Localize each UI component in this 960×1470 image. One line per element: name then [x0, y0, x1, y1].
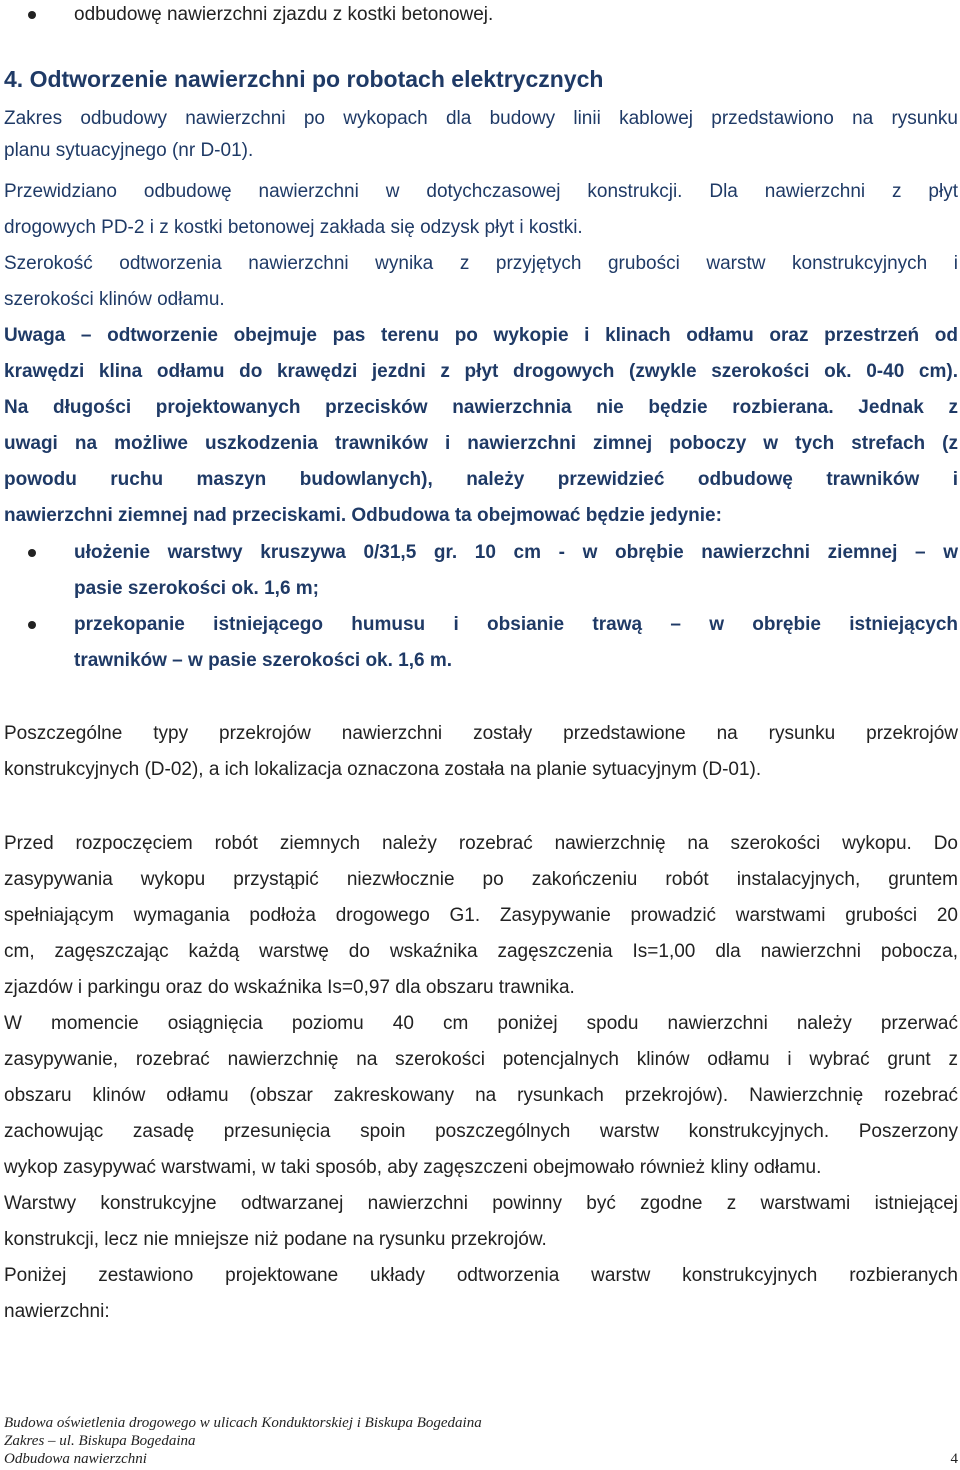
text-line: szerokości klinów odłamu. — [4, 289, 225, 310]
text-line: przekopanie istniejącego humusu i obsianie trawą – w obrębie istniejących — [74, 614, 958, 635]
text-line: Przewidziano odbudowę nawierzchni w dotychczasowej konstrukcji. Dla nawierzchni z płyt — [4, 181, 958, 202]
text-line: Zakres odbudowy nawierzchni po wykopach dla budowy linii kablowej przedstawiono na rysunku — [4, 108, 958, 129]
top-bullet-item — [4, 0, 958, 33]
text-line: Uwaga – odtworzenie obejmuje pas terenu po wykopie i klinach odłamu oraz przestrzeń od — [4, 325, 958, 346]
text-line: Na długości projektowanych przecisków nawierzchnia nie będzie rozbierana. Jednak z — [4, 397, 958, 418]
text-line: W momencie osiągnięcia poziomu 40 cm poniżej spodu nawierzchni należy przerwać — [4, 1013, 958, 1034]
text-line: Poniżej zestawiono projektowane układy odtworzenia warstw konstrukcyjnych rozbieranych — [4, 1265, 958, 1286]
text-line: Przed rozpoczęciem robót ziemnych należy rozebrać nawierzchnię na szerokości wykopu. Do — [4, 833, 958, 854]
text-line: zachowując zasadę przesunięcia spoin poszczególnych warstw konstrukcyjnych. Poszerzony — [4, 1121, 958, 1142]
paragraph-width — [4, 246, 958, 318]
footer-section: Odbudowa nawierzchni — [4, 1451, 147, 1467]
text-line: spełniającym wymagania podłoża drogowego G1. Zasypywanie prowadzić warstwami grubości 20 — [4, 905, 958, 926]
text-line: Szerokość odtworzenia nawierzchni wynika z przyjętych grubości warstw konstrukcyjnych i — [4, 253, 958, 274]
footer-project: Budowa oświetlenia drogowego w ulicach Konduktorskiej i Biskupa Bogedaina — [4, 1415, 482, 1431]
list-item — [4, 535, 958, 607]
paragraph-note — [4, 318, 958, 534]
paragraph-earthworks — [4, 826, 958, 1006]
text-line: cm, zagęszczając każdą warstwę do wskaźnika zagęszczenia Is=1,00 dla nawierzchni pobocza, — [4, 941, 958, 962]
text-line: trawników – w pasie szerokości ok. 1,6 m. — [74, 650, 453, 671]
text-line: nawierzchni ziemnej nad przeciskami. Odbudowa ta obejmować będzie jedynie: — [4, 505, 722, 526]
bullet-icon — [28, 549, 36, 557]
text-line: ułożenie warstwy kruszywa 0/31,5 gr. 10 cm - w obrębie nawierzchni ziemnej – w — [74, 542, 958, 563]
text-line: konstrukcji, lecz nie mniejsze niż podane na rysunku przekrojów. — [4, 1229, 547, 1250]
text-line: planu sytuacyjnego (nr D-01). — [4, 140, 254, 161]
list-item — [4, 607, 958, 679]
text-line: pasie szerokości ok. 1,6 m; — [74, 578, 320, 599]
text-line: wykop zasypywać warstwami, w taki sposób, aby zagęszczeni obejmowało również kliny odłamu. — [4, 1157, 822, 1178]
paragraph-backfill — [4, 1006, 958, 1186]
top-bullet-text: odbudowę nawierzchni zjazdu z kostki betonowej. — [74, 4, 494, 25]
section-heading: 4. Odtworzenie nawierzchni po robotach elektrycznych — [4, 66, 604, 92]
text-line: powodu ruchu maszyn budowlanych), należy przewidzieć odbudowę trawników i — [4, 469, 958, 490]
page-footer — [4, 1414, 958, 1468]
paragraph-summary — [4, 1258, 958, 1330]
text-line: konstrukcyjnych (D-02), a ich lokalizacja oznaczona została na planie sytuacyjnym (D-01). — [4, 759, 762, 780]
footer-scope: Zakres – ul. Biskupa Bogedaina — [4, 1433, 196, 1449]
text-line: obszaru klinów odłamu (obszar zakreskowany na rysunkach przekrojów). Nawierzchnię rozebrać — [4, 1085, 958, 1106]
paragraph-layers — [4, 1186, 958, 1258]
page-number: 4 — [950, 1451, 958, 1467]
paragraph-scope — [4, 101, 958, 169]
bullet-icon — [28, 11, 36, 19]
paragraph-construction — [4, 174, 958, 246]
bullet-list — [4, 535, 958, 679]
text-line: zasypywanie, rozebrać nawierzchnię na szerokości potencjalnych klinów odłamu i wybrać grunt z — [4, 1049, 958, 1070]
text-line: drogowych PD-2 i z kostki betonowej zakłada się odzysk płyt i kostki. — [4, 217, 583, 238]
paragraph-cross-sections — [4, 716, 958, 788]
text-line: krawędzi klina odłamu do krawędzi jezdni z płyt drogowych (zwykle szerokości ok. 0-40 cm). — [4, 361, 958, 382]
text-line: uwagi na możliwe uszkodzenia trawników i nawierzchni zimnej poboczy w tych strefach (z — [4, 433, 958, 454]
text-line: Warstwy konstrukcyjne odtwarzanej nawierzchni powinny być zgodne z warstwami istniejącej — [4, 1193, 958, 1214]
text-line: Poszczególne typy przekrojów nawierzchni zostały przedstawione na rysunku przekrojów — [4, 723, 958, 744]
text-line: zasypywania wykopu przystąpić niezwłocznie po zakończeniu robót instalacyjnych, gruntem — [4, 869, 958, 890]
text-line: nawierzchni: — [4, 1301, 110, 1322]
bullet-icon — [28, 621, 36, 629]
text-line: zjazdów i parkingu oraz do wskaźnika Is=0,97 dla obszaru trawnika. — [4, 977, 575, 998]
